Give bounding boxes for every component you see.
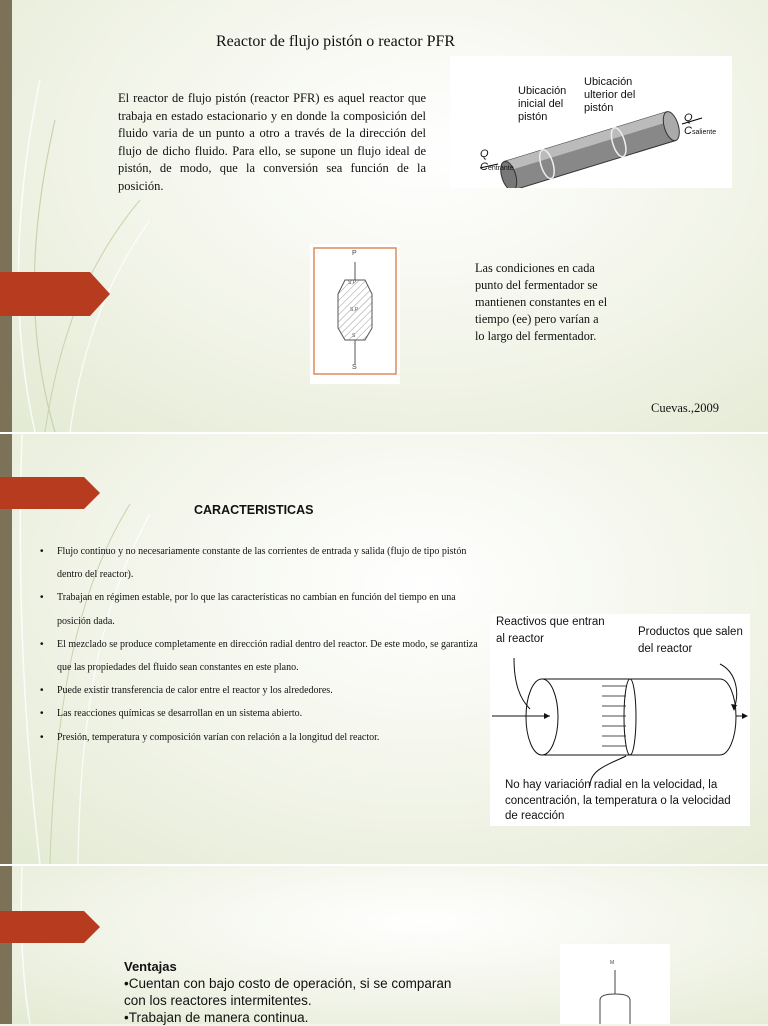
label-initial-position: Ubicación inicial del pistón (518, 85, 567, 123)
advantage-line: •Cuentan con bajo costo de operación, si se comparan (124, 976, 452, 991)
slide-title: Reactor de flujo pistón o reactor PFR (216, 33, 456, 50)
reactor-cylinder-diagram (490, 614, 750, 826)
characteristics-list (40, 540, 482, 749)
inlet-label: Reactivos que entran al reactor (496, 616, 605, 645)
outlet-label: Q Csaliente (684, 112, 717, 137)
left-bar (0, 866, 12, 1024)
piston-diagram (450, 56, 732, 188)
slide-1 (0, 0, 768, 432)
accent-tab (0, 477, 100, 509)
fermenter-sketch (310, 244, 400, 384)
list-item: • El mezclado se produce completamente en dirección radial dentro del reactor. De este modo, se garantiza que las propiedades del fluido sean constantes en este plano. (40, 633, 482, 679)
advantages-heading: Ventajas (124, 959, 177, 974)
accent-tab (0, 272, 110, 316)
fermenter-label-bottom: S (352, 364, 357, 371)
fermenter-label-top: P (352, 250, 357, 257)
citation: Cuevas.,2009 (651, 401, 720, 415)
radial-note: No hay variación radial en la velocidad, la concentración, la temperatura o la velocidad de reacción (505, 779, 731, 822)
fermenter-label-inner-bottom: S (352, 333, 356, 339)
sketch-label: M (610, 960, 615, 966)
accent-tab (0, 911, 100, 943)
list-item: • Flujo continuo y no necesariamente constante de las corrientes de entrada y salida (flujo de tipo pistón dentro del reactor). (40, 540, 482, 586)
conditions-text: Las condiciones en cada punto del fermentador se mantienen constantes en el tiempo (ee) pero varían a lo largo del fermentador. (475, 261, 608, 343)
intro-paragraph: El reactor de flujo pistón (reactor PFR) es aquel reactor que trabaja en estado estacionario y en donde la composición del fluido varia de un punto a otro a través de la dirección del flujo de dicho fluido. Para ello, se supone un flujo ideal de pistón, de modo, que la conversión sea función de la posición. (118, 91, 426, 193)
list-item: • Presión, temperatura y composición varían con relación a la longitud del reactor. (40, 726, 482, 749)
fermenter-label-inner-mid: S,P (350, 307, 359, 313)
list-item: • Puede existir transferencia de calor entre el reactor y los alrededores. (40, 679, 482, 702)
left-bar (0, 0, 12, 432)
advantage-line: con los reactores intermitentes. (124, 993, 312, 1008)
label-later-position: Ubicación ulterior del pistón (584, 76, 636, 114)
list-item: • Trabajan en régimen estable, por lo que las características no cambian en función del tiempo en una posición dada. (40, 586, 482, 632)
advantage-line: •Trabajan de manera continua. (124, 1010, 309, 1025)
list-item: • Las reacciones químicas se desarrollan en un sistema abierto. (40, 702, 482, 725)
fermenter-label-inner-top: S,P (348, 280, 357, 286)
section-heading: CARACTERISTICAS (194, 503, 314, 517)
outlet-label: Productos que salen del reactor (638, 626, 743, 655)
reactor-sketch (560, 944, 670, 1024)
advantages-block (124, 958, 451, 1026)
inlet-label: Q Centrante (480, 148, 514, 173)
